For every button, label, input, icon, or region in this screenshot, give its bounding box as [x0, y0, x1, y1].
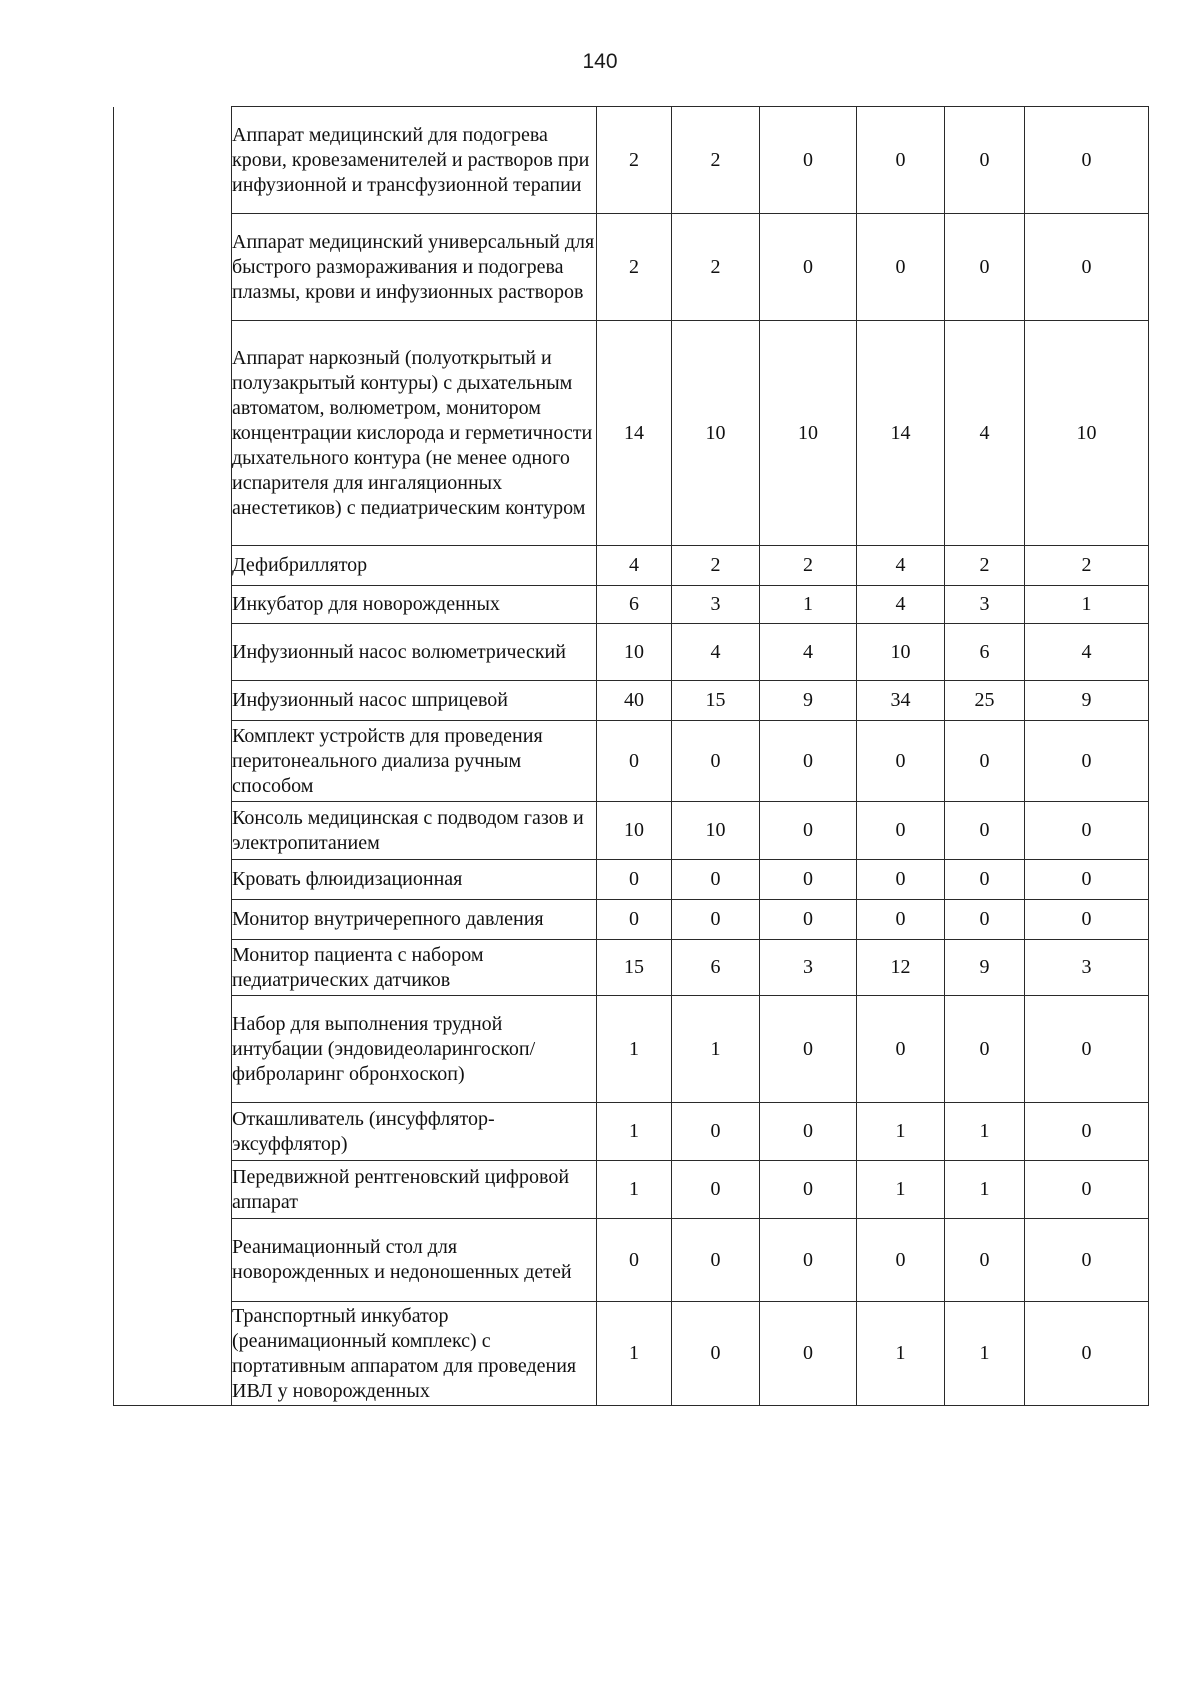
equipment-name-cell: Откашливатель (инсуффлятор-эксуффлятор) [232, 1103, 597, 1161]
quantity-cell: 0 [672, 1103, 760, 1161]
quantity-cell: 9 [1025, 681, 1149, 721]
quantity-cell: 4 [945, 321, 1025, 546]
quantity-cell: 14 [857, 321, 945, 546]
quantity-cell: 0 [672, 721, 760, 802]
quantity-cell: 2 [597, 107, 672, 214]
table-row [114, 586, 1149, 624]
equipment-name-cell: Монитор внутричерепного давления [232, 900, 597, 940]
quantity-cell: 0 [1025, 900, 1149, 940]
quantity-cell: 0 [945, 860, 1025, 900]
quantity-cell: 9 [945, 940, 1025, 996]
quantity-cell: 2 [597, 214, 672, 321]
quantity-cell: 0 [597, 900, 672, 940]
quantity-cell: 3 [760, 940, 857, 996]
equipment-name-cell: Аппарат наркозный (полуоткрытый и полузакрытый контуры) с дыхательным автоматом, волюметром, монитором концентрации кислорода и герметичности дыхательного контура (не менее одного испарителя для ингаляционных анестетиков) с педиатрическим контуром [232, 321, 597, 546]
quantity-cell: 10 [1025, 321, 1149, 546]
quantity-cell: 3 [672, 586, 760, 624]
table-row [114, 1302, 1149, 1406]
quantity-cell: 0 [945, 802, 1025, 860]
quantity-cell: 0 [760, 214, 857, 321]
quantity-cell: 0 [1025, 996, 1149, 1103]
quantity-cell: 0 [1025, 1161, 1149, 1219]
table-row [114, 546, 1149, 586]
equipment-name-cell: Комплект устройств для проведения перитонеального диализа ручным способом [232, 721, 597, 802]
quantity-cell: 1 [597, 1161, 672, 1219]
table-row [114, 321, 1149, 546]
table-row [114, 1219, 1149, 1302]
quantity-cell: 1 [945, 1103, 1025, 1161]
quantity-cell: 0 [1025, 1103, 1149, 1161]
quantity-cell: 3 [1025, 940, 1149, 996]
quantity-cell: 1 [597, 996, 672, 1103]
quantity-cell: 6 [945, 624, 1025, 681]
table-row [114, 1161, 1149, 1219]
empty-first-column [114, 107, 232, 1406]
quantity-cell: 0 [760, 996, 857, 1103]
table-row [114, 624, 1149, 681]
equipment-name-cell: Передвижной рентгеновский цифровой аппарат [232, 1161, 597, 1219]
equipment-name-cell: Аппарат медицинский универсальный для быстрого размораживания и подогрева плазмы, крови и инфузионных растворов [232, 214, 597, 321]
quantity-cell: 2 [672, 546, 760, 586]
quantity-cell: 0 [945, 996, 1025, 1103]
equipment-name-cell: Кровать флюидизационная [232, 860, 597, 900]
equipment-name-cell: Инфузионный насос волюметрический [232, 624, 597, 681]
quantity-cell: 0 [760, 1302, 857, 1406]
quantity-cell: 6 [597, 586, 672, 624]
quantity-cell: 0 [857, 802, 945, 860]
quantity-cell: 0 [597, 860, 672, 900]
equipment-table-body [114, 107, 1149, 1406]
quantity-cell: 2 [760, 546, 857, 586]
quantity-cell: 1 [945, 1302, 1025, 1406]
quantity-cell: 4 [597, 546, 672, 586]
table-row [114, 996, 1149, 1103]
table-row [114, 860, 1149, 900]
quantity-cell: 0 [857, 721, 945, 802]
table-row [114, 214, 1149, 321]
quantity-cell: 1 [1025, 586, 1149, 624]
quantity-cell: 0 [1025, 721, 1149, 802]
quantity-cell: 4 [760, 624, 857, 681]
quantity-cell: 10 [760, 321, 857, 546]
quantity-cell: 0 [760, 802, 857, 860]
quantity-cell: 2 [945, 546, 1025, 586]
table-row [114, 1103, 1149, 1161]
quantity-cell: 2 [672, 107, 760, 214]
table-row [114, 681, 1149, 721]
quantity-cell: 0 [672, 1302, 760, 1406]
quantity-cell: 1 [597, 1302, 672, 1406]
equipment-name-cell: Реанимационный стол для новорожденных и недоношенных детей [232, 1219, 597, 1302]
quantity-cell: 15 [597, 940, 672, 996]
quantity-cell: 10 [597, 802, 672, 860]
quantity-cell: 25 [945, 681, 1025, 721]
quantity-cell: 0 [857, 860, 945, 900]
quantity-cell: 1 [945, 1161, 1025, 1219]
quantity-cell: 40 [597, 681, 672, 721]
quantity-cell: 34 [857, 681, 945, 721]
quantity-cell: 10 [672, 321, 760, 546]
quantity-cell: 0 [760, 107, 857, 214]
equipment-name-cell: Дефибриллятор [232, 546, 597, 586]
quantity-cell: 0 [857, 214, 945, 321]
equipment-table [113, 106, 1149, 1406]
quantity-cell: 0 [760, 1161, 857, 1219]
quantity-cell: 0 [945, 214, 1025, 321]
equipment-name-cell: Набор для выполнения трудной интубации (эндовидеоларингоскоп/фиброларинг обронхоскоп) [232, 996, 597, 1103]
quantity-cell: 1 [857, 1103, 945, 1161]
quantity-cell: 3 [945, 586, 1025, 624]
quantity-cell: 12 [857, 940, 945, 996]
quantity-cell: 1 [857, 1161, 945, 1219]
table-row [114, 940, 1149, 996]
quantity-cell: 4 [857, 546, 945, 586]
quantity-cell: 0 [760, 1103, 857, 1161]
quantity-cell: 9 [760, 681, 857, 721]
quantity-cell: 2 [672, 214, 760, 321]
quantity-cell: 0 [760, 721, 857, 802]
equipment-name-cell: Транспортный инкубатор (реанимационный комплекс) с портативным аппаратом для проведения ИВЛ у новорожденных [232, 1302, 597, 1406]
quantity-cell: 2 [1025, 546, 1149, 586]
equipment-name-cell: Инфузионный насос шприцевой [232, 681, 597, 721]
quantity-cell: 0 [945, 721, 1025, 802]
table-row [114, 802, 1149, 860]
quantity-cell: 0 [1025, 214, 1149, 321]
quantity-cell: 1 [672, 996, 760, 1103]
quantity-cell: 1 [597, 1103, 672, 1161]
quantity-cell: 0 [1025, 1219, 1149, 1302]
quantity-cell: 0 [672, 860, 760, 900]
equipment-name-cell: Инкубатор для новорожденных [232, 586, 597, 624]
quantity-cell: 0 [945, 1219, 1025, 1302]
quantity-cell: 0 [857, 1219, 945, 1302]
quantity-cell: 0 [1025, 802, 1149, 860]
quantity-cell: 15 [672, 681, 760, 721]
page-number: 140 [582, 50, 618, 73]
quantity-cell: 10 [857, 624, 945, 681]
quantity-cell: 0 [672, 1219, 760, 1302]
quantity-cell: 0 [857, 107, 945, 214]
equipment-name-cell: Монитор пациента с набором педиатрических датчиков [232, 940, 597, 996]
quantity-cell: 1 [760, 586, 857, 624]
quantity-cell: 0 [672, 900, 760, 940]
quantity-cell: 4 [672, 624, 760, 681]
quantity-cell: 0 [857, 996, 945, 1103]
quantity-cell: 0 [597, 1219, 672, 1302]
table-row [114, 721, 1149, 802]
quantity-cell: 0 [760, 900, 857, 940]
quantity-cell: 0 [672, 1161, 760, 1219]
table-row [114, 900, 1149, 940]
quantity-cell: 0 [1025, 1302, 1149, 1406]
quantity-cell: 0 [1025, 860, 1149, 900]
quantity-cell: 0 [760, 1219, 857, 1302]
quantity-cell: 0 [597, 721, 672, 802]
quantity-cell: 0 [945, 107, 1025, 214]
quantity-cell: 0 [760, 860, 857, 900]
quantity-cell: 4 [857, 586, 945, 624]
quantity-cell: 1 [857, 1302, 945, 1406]
quantity-cell: 10 [672, 802, 760, 860]
equipment-table-container [113, 106, 1148, 1406]
quantity-cell: 10 [597, 624, 672, 681]
quantity-cell: 0 [857, 900, 945, 940]
table-row [114, 107, 1149, 214]
quantity-cell: 4 [1025, 624, 1149, 681]
quantity-cell: 0 [945, 900, 1025, 940]
equipment-name-cell: Аппарат медицинский для подогрева крови, кровезаменителей и растворов при инфузионной и трансфузионной терапии [232, 107, 597, 214]
quantity-cell: 0 [1025, 107, 1149, 214]
quantity-cell: 6 [672, 940, 760, 996]
equipment-name-cell: Консоль медицинская с подводом газов и электропитанием [232, 802, 597, 860]
quantity-cell: 14 [597, 321, 672, 546]
